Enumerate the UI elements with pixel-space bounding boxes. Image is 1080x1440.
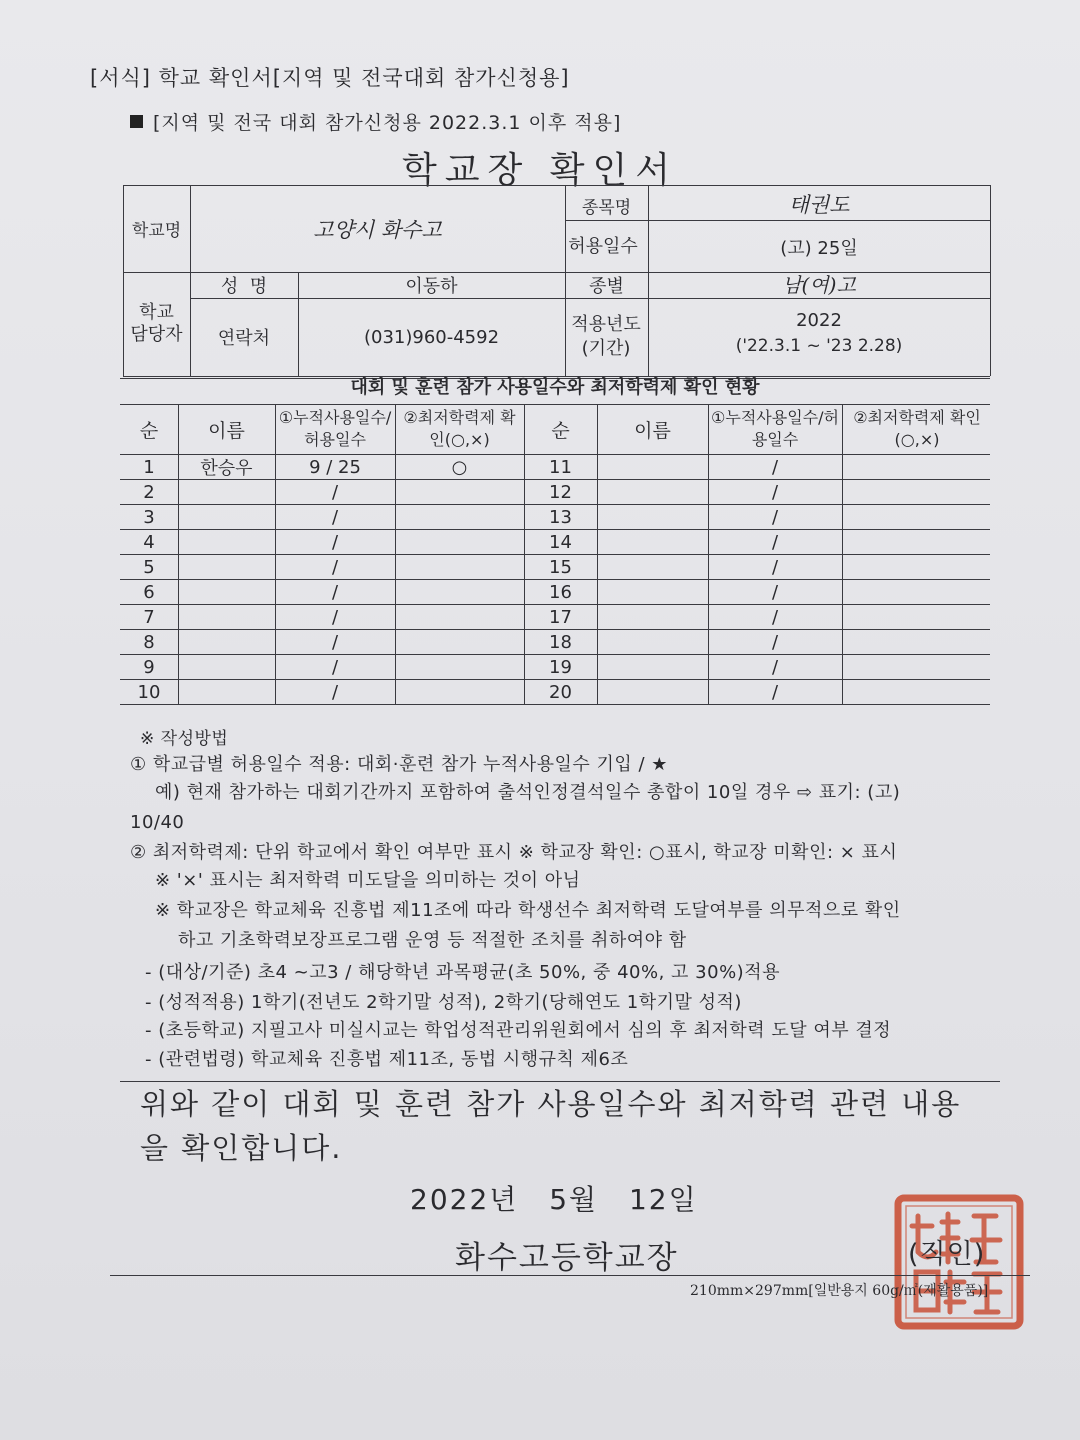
row-number: 11: [549, 456, 572, 478]
note-2: ② 최저학력제: 단위 학교에서 확인 여부만 표시 ※ 학교장 확인: ○표시, 학교장 미확인: × 표시: [130, 842, 898, 863]
row-number: 5: [143, 556, 155, 578]
days-used: /: [771, 456, 779, 478]
student-name: [178, 555, 275, 579]
subtitle-text: [지역 및 전국 대회 참가신청용 2022.3.1 이후 적용]: [153, 112, 622, 134]
row-number: 12: [549, 481, 572, 503]
days-used: /: [331, 556, 339, 578]
row-number: 8: [143, 631, 155, 653]
person-name-value: 이동하: [405, 276, 458, 297]
confirmation-text: 위와 같이 대회 및 훈련 참가 사용일수와 최저학력 관련 내용을 확인합니다.: [140, 1087, 962, 1165]
student-name: [178, 480, 275, 504]
academic-check: [842, 530, 990, 554]
issue-date: 2022년 5월 12일: [410, 1183, 698, 1216]
school-name-label: 학교명: [131, 221, 182, 241]
academic-check: [395, 480, 524, 504]
note-2-b: ※ 학교장은 학교체육 진흥법 제11조에 따라 학생선수 최저학력 도달여부를 의무적으로 확인: [155, 900, 901, 921]
year-label: 적용년도 (기간): [571, 314, 641, 359]
days-used: /: [771, 556, 779, 578]
days-used: /: [331, 531, 339, 553]
academic-check: [395, 580, 524, 604]
days-used: /: [771, 581, 779, 603]
student-name: [178, 505, 275, 529]
academic-check: [842, 555, 990, 579]
student-name: 한승우: [200, 458, 253, 479]
detail-3: - (초등학교) 지필고사 미실시교는 학업성적관리위원회에서 심의 후 최저학력 도달 여부 결정: [145, 1020, 892, 1041]
days-used: /: [771, 631, 779, 653]
academic-check: [395, 505, 524, 529]
days-used: /: [771, 656, 779, 678]
school-name-value: 고양시 화수고: [313, 217, 442, 242]
row-number: 4: [143, 531, 155, 553]
col-header-days-right: ①누적사용일수/허용일수: [711, 408, 839, 449]
subtitle: [130, 108, 621, 135]
student-name: [178, 630, 275, 654]
col-header-no-right: 순: [551, 419, 570, 442]
row-number: 18: [549, 631, 572, 653]
academic-check: [842, 630, 990, 654]
days-used: /: [331, 606, 339, 628]
note-1-example: 예) 현재 참가하는 대회기간까지 포함하여 출석인정결석일수 총합이 10일 경우 ⇨ 표기: (고): [155, 782, 901, 803]
row-number: 6: [143, 581, 155, 603]
days-used: /: [331, 656, 339, 678]
contact-value: (031)960-4592: [363, 326, 500, 348]
academic-check: [842, 680, 990, 704]
student-name: [597, 580, 708, 604]
row-number: 17: [549, 606, 572, 628]
manager-label: 학교 담당자: [130, 302, 183, 345]
student-name: [178, 605, 275, 629]
allowed-days-value: (고) 25일: [780, 238, 858, 259]
year-value: 2022: [796, 309, 842, 331]
student-name: [597, 655, 708, 679]
row-number: 9: [143, 656, 155, 678]
days-used: /: [771, 506, 779, 528]
days-used: /: [331, 506, 339, 528]
academic-check: [842, 655, 990, 679]
detail-2: - (성적적용) 1학기(전년도 2학기말 성적), 2학기(당해연도 1학기말 성적): [145, 992, 742, 1013]
square-bullet-icon: [130, 115, 143, 128]
row-number: 20: [549, 681, 572, 703]
row-number: 1: [143, 456, 155, 478]
student-name: [178, 580, 275, 604]
academic-check: [395, 630, 524, 654]
principal-name: 화수고등학교장: [455, 1240, 679, 1276]
days-used: /: [771, 481, 779, 503]
student-name: [178, 530, 275, 554]
col-header-days: ①누적사용일수/허용일수: [278, 408, 392, 449]
detail-1: - (대상/기준) 초4 ~고3 / 해당학년 과목평균(초 50%, 중 40%, 고 30%)적용: [145, 962, 780, 983]
days-used: 9 / 25: [309, 456, 361, 478]
student-name: [597, 605, 708, 629]
days-used: /: [771, 681, 779, 703]
academic-check: [842, 505, 990, 529]
period-value: ('22.3.1 ~ '23 2.28): [735, 336, 903, 356]
student-name: [597, 530, 708, 554]
col-header-name-right: 이름: [634, 419, 671, 442]
note-2-b-cont: 하고 기초학력보장프로그램 운영 등 적절한 조치를 취하여야 함: [178, 930, 687, 951]
row-number: 15: [549, 556, 572, 578]
student-name: [597, 555, 708, 579]
student-name: [178, 680, 275, 704]
row-number: 10: [137, 681, 161, 703]
academic-check: [395, 680, 524, 704]
note-2-a: ※ '×' 표시는 최저학력 미도달을 의미하는 것이 아님: [155, 870, 581, 891]
academic-check: ○: [451, 456, 468, 478]
paper-spec-footer: 210mm×297mm[일반용지 60g/㎡(재활용품)]: [690, 1283, 989, 1299]
days-used: /: [771, 531, 779, 553]
academic-check: [842, 580, 990, 604]
student-name: [178, 655, 275, 679]
row-number: 13: [549, 506, 572, 528]
student-name: [597, 480, 708, 504]
row-number: 19: [549, 656, 572, 678]
gender-label: 종별: [589, 276, 624, 297]
row-number: 16: [549, 581, 572, 603]
student-name: [597, 680, 708, 704]
student-name: [597, 630, 708, 654]
form-label: [서식] 학교 확인서[지역 및 전국대회 참가신청용]: [90, 66, 570, 90]
note-1: ① 학교급별 허용일수 적용: 대회·훈련 참가 누적사용일수 기입 / ★: [130, 754, 668, 775]
notes-heading: ※ 작성방법: [140, 729, 229, 749]
academic-check: [395, 555, 524, 579]
student-name: [597, 505, 708, 529]
days-used: /: [331, 481, 339, 503]
row-number: 3: [143, 506, 155, 528]
note-1-example-cont: 10/40: [130, 812, 185, 833]
gender-value: 남(여)고: [782, 272, 856, 297]
days-used: /: [771, 606, 779, 628]
contact-label: 연락처: [217, 328, 271, 349]
student-name: [597, 455, 708, 479]
detail-4: - (관련법령) 학교체육 진흥법 제11조, 동법 시행규칙 제6조: [145, 1049, 629, 1070]
col-header-name: 이름: [208, 419, 245, 442]
academic-check: [842, 455, 990, 479]
allowed-days-label: 허용일수: [568, 236, 638, 257]
col-header-academic-right: ②최저학력제 확인(○,×): [853, 408, 981, 449]
days-used: /: [331, 681, 339, 703]
col-header-no: 순: [139, 419, 159, 442]
row-number: 2: [143, 481, 155, 503]
row-number: 14: [549, 531, 572, 553]
days-used: /: [331, 631, 339, 653]
academic-check: [842, 480, 990, 504]
academic-check: [395, 655, 524, 679]
col-header-academic: ②최저학력제 확인(○,×): [403, 408, 516, 449]
event-label: 종목명: [581, 197, 632, 218]
event-value: 태권도: [788, 193, 850, 217]
academic-check: [842, 605, 990, 629]
row-number: 7: [143, 606, 155, 628]
days-used: /: [331, 581, 339, 603]
seal-label: (직인): [908, 1239, 986, 1270]
academic-check: [395, 530, 524, 554]
academic-check: [395, 605, 524, 629]
section-title: 대회 및 훈련 참가 사용일수와 최저학력제 확인 현황: [350, 377, 760, 398]
page-title: 학교장 확인서: [401, 150, 679, 191]
person-name-label: 성 명: [220, 276, 268, 297]
